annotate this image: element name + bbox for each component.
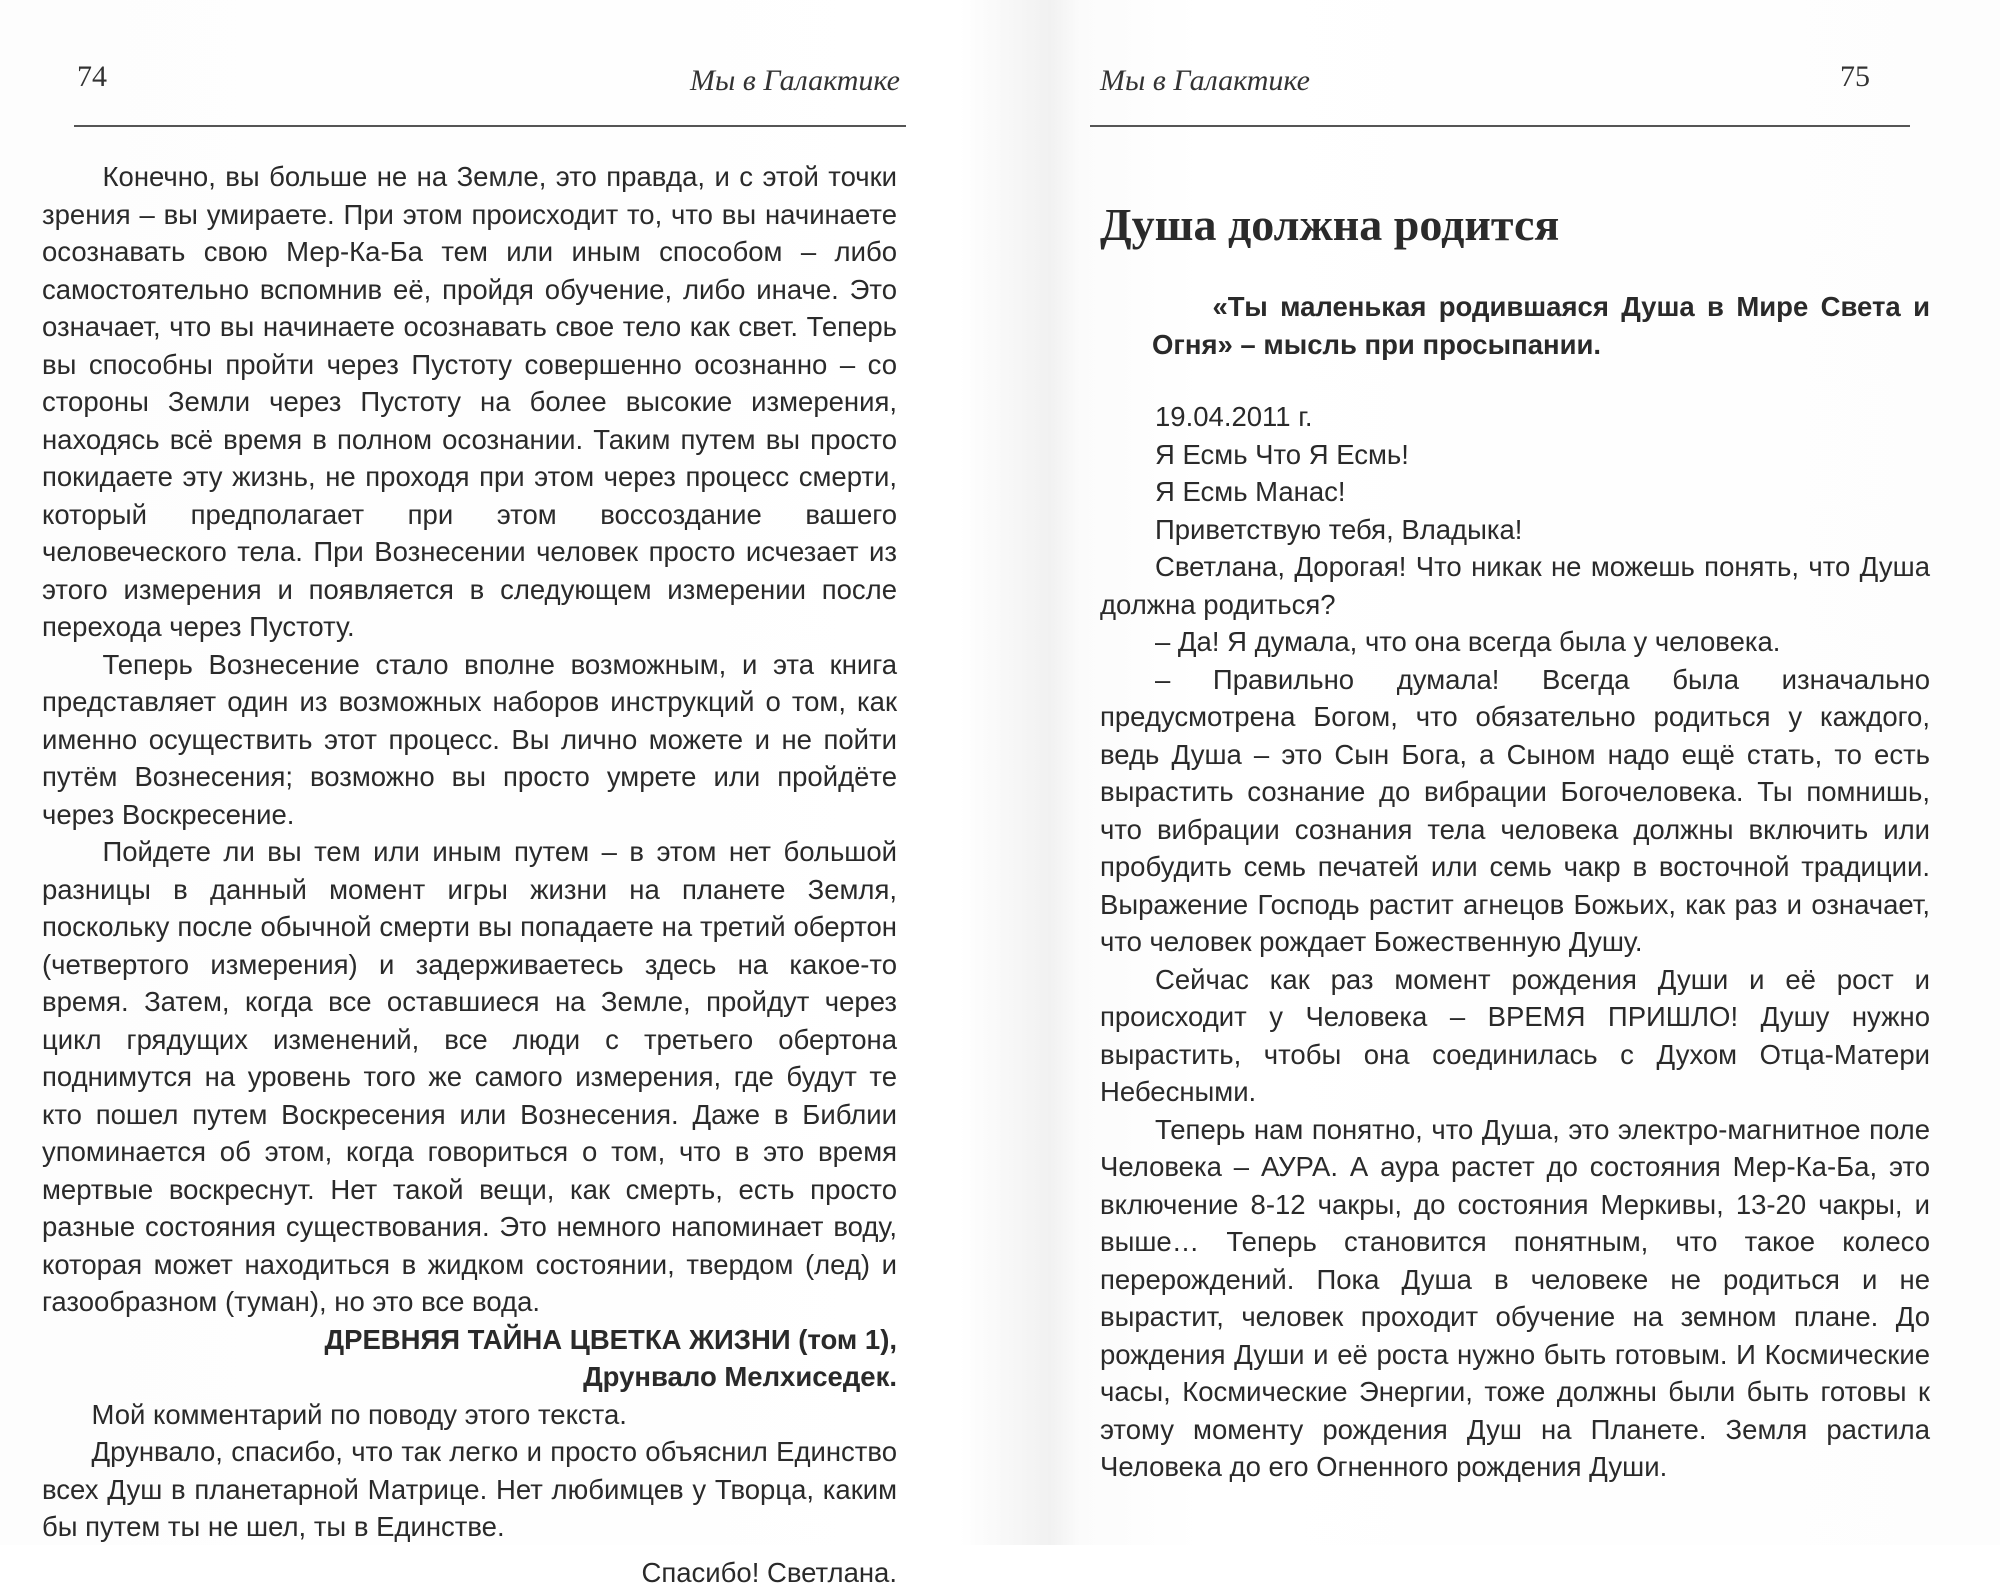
header-rule: [1090, 125, 1910, 127]
comment-paragraph: Друнвало, спасибо, что так легко и просто объяснил Единство всех Душ в планетарной Матрице. Нет любимцев у Творца, каким бы путем ты не шел, ты в Единстве.: [42, 1433, 897, 1546]
chapter-title: Душа должна родится: [1100, 198, 1559, 251]
epigraph: [1152, 288, 1930, 363]
paragraph: Теперь Вознесение стало вполне возможным, и эта книга представляет один из возможных наборов инструкций о том, как именно осуществить этот процесс. Вы лично можете и не пойти путём Вознесения; возможно вы просто умрете или пройдёте через Воскресение.: [42, 646, 897, 834]
left-body-text: [42, 158, 897, 1591]
paragraph: Пойдете ли вы тем или иным путем – в этом нет большой разницы в данный момент игры жизни на планете Земля, поскольку после обычной смерти вы попадаете на третий обертон (четвертого измерения) и задерживаетесь здесь на какое-то время. Затем, когда все оставшиеся на Земле, пройдут через цикл грядущих изменений, все люди с третьего обертона поднимутся на уровень того же самого измерения, где будут те кто пошел путем Воскресения или Вознесения. Даже в Библии упоминается об этом, когда говориться о том, что в это время мертвые воскреснут. Нет такой вещи, как смерть, есть просто разные состояния существования. Это немного напоминает воду, которая может находиться в жидком состоянии, твердом (лед) и газообразном (туман), но это все вода.: [42, 833, 897, 1321]
greeting-line: Я Есмь Что Я Есмь!: [1100, 436, 1930, 474]
signature: Спасибо! Светлана.: [42, 1554, 897, 1591]
page-number: 74: [77, 60, 107, 94]
greeting-line: Я Есмь Манас!: [1100, 473, 1930, 511]
date-line: 19.04.2011 г.: [1100, 398, 1930, 436]
header-rule: [74, 125, 906, 127]
epigraph-text: «Ты маленькая родившаяся Душа в Мире Света и Огня» – мысль при просыпании.: [1152, 288, 1930, 363]
source-title: ДРЕВНЯЯ ТАЙНА ЦВЕТКА ЖИЗНИ (том 1),: [42, 1321, 897, 1359]
greeting-line: Приветствую тебя, Владыка!: [1100, 511, 1930, 549]
running-head: Мы в Галактике: [1100, 64, 1310, 98]
paragraph: Сейчас как раз момент рождения Души и её рост и происходит у Человека – ВРЕМЯ ПРИШЛО! Душу нужно вырастить, чтобы она соединилась с Духом Отца-Матери Небесными.: [1100, 961, 1930, 1111]
page-number: 75: [1840, 60, 1870, 94]
running-head: Мы в Галактике: [690, 64, 900, 98]
right-body-text: [1100, 398, 1930, 1486]
dialogue-line: – Да! Я думала, что она всегда была у человека.: [1100, 623, 1930, 661]
comment-intro: Мой комментарий по поводу этого текста.: [42, 1396, 897, 1434]
source-author: Друнвало Мелхиседек.: [42, 1358, 897, 1396]
right-page: [1080, 0, 2000, 1545]
paragraph: Конечно, вы больше не на Земле, это правда, и с этой точки зрения – вы умираете. При этом происходит то, что вы начинаете осознавать свою Мер-Ка-Ба тем или иным способом – либо самостоятельно вспомнив её, пройдя обучение, либо иначе. Это означает, что вы начинаете осознавать свое тело как свет. Теперь вы способны пройти через Пустоту совершенно осознанно – со стороны Земли через Пустоту на более высокие измерения, находясь всё время в полном осознании. Таким путем вы просто покидаете эту жизнь, не проходя при этом через процесс смерти, который предполагает при этом воссоздание вашего человеческого тела. При Вознесении человек просто исчезает из этого измерения и появляется в следующем измерении после перехода через Пустоту.: [42, 158, 897, 646]
paragraph: Теперь нам понятно, что Душа, это электро-магнитное поле Человека – АУРА. А аура растет до состояния Мер-Ка-Ба, это включение 8-12 чакры, до состояния Меркивы, 13-20 чакры, и выше… Теперь становится понятным, что такое колесо перерождений. Пока Душа в человеке не родиться и не вырастит, человек проходит обучение на земном плане. До рождения Души и её роста нужно быть готовым. И Космические часы, Космические Энергии, тоже должны были быть готовы к этому моменту рождения Душ на Планете. Земля растила Человека до его Огненного рождения Души.: [1100, 1111, 1930, 1486]
paragraph: Светлана, Дорогая! Что никак не можешь понять, что Душа должна родиться?: [1100, 548, 1930, 623]
dialogue-line: – Правильно думала! Всегда была изначально предусмотрена Богом, что обязательно родиться у каждого, ведь Душа – это Сын Бога, а Сыном надо ещё стать, то есть вырастить сознание до вибрации Богочеловека. Ты помнишь, что вибрации сознания тела человека должны включить или пробудить семь печатей или семь чакр в восточной традиции. Выражение Господь растит агнецов Божьих, как раз и означает, что человек рождает Божественную Душу.: [1100, 661, 1930, 961]
